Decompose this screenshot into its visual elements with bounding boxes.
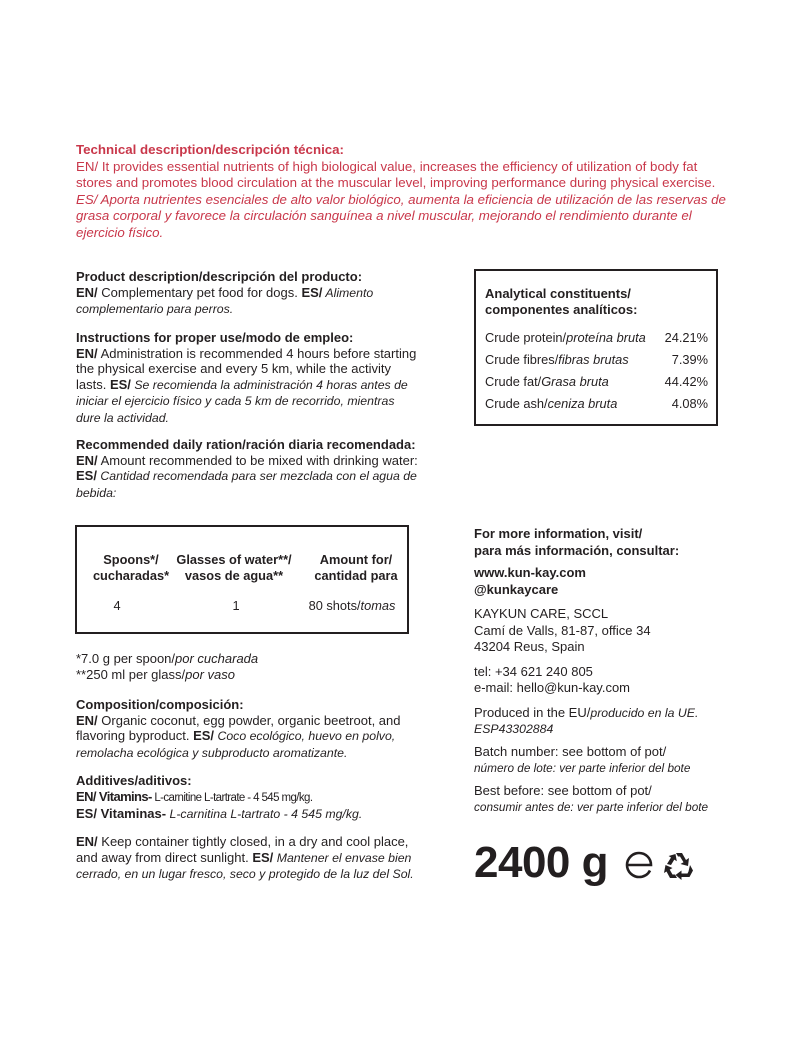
glasses-header-en: Glasses of water**/ [176, 552, 292, 567]
constituent-value: 7.39% [671, 352, 708, 367]
produced-en: Produced in the EU/ [474, 704, 591, 720]
es-tag: ES/ [252, 849, 274, 865]
net-weight: 2400 g [474, 838, 608, 887]
best-before: Best before: see bottom of pot/ [474, 782, 652, 798]
constituent-es: proteína bruta [566, 330, 646, 345]
amount-en: 80 shots/ [308, 598, 361, 613]
composition-en: Organic coconut, egg powder, organic beetroot, and flavoring byproduct. [76, 712, 401, 743]
analytical-title-en: Analytical constituents/ [485, 286, 631, 301]
technical-heading: Technical description/descripción técnica: [76, 142, 344, 157]
en-tag: EN/ Vitamins- [76, 788, 152, 804]
composition-text [76, 713, 421, 762]
additives-en: L-carnitine L-tartrate - 4 545 mg/kg. [151, 791, 313, 804]
recycle-icon [663, 850, 695, 882]
storage-en: Keep container tightly closed, in a dry and cool place, and away from direct sunlight. [76, 834, 409, 865]
technical-text [76, 159, 726, 242]
ration-en: Amount recommended to be mixed with drinking water: [97, 452, 418, 468]
en-tag: EN/ [76, 452, 98, 468]
product-heading: Product description/descripción del producto: [76, 269, 363, 284]
ration-table [75, 525, 409, 634]
additives [76, 773, 421, 823]
es-tag: ES/ [109, 376, 131, 392]
spoons-header-es: cucharadas* [92, 567, 170, 583]
instructions-en: Administration is recommended 4 hours before starting the physical exercise and every 5 km, while the activity lasts. [76, 345, 417, 392]
analytical-row [485, 371, 708, 393]
produced-line [474, 705, 774, 722]
product-es: Alimento complementario para perros. [76, 285, 374, 316]
composition-es: Coco ecológico, huevo en polvo, remolacha ecológica y subproducto aromatizante. [76, 729, 396, 760]
additives-es-line [76, 806, 421, 823]
website-link[interactable]: www.kun-kay.com [474, 565, 586, 580]
storage-es: Mantener el envase bien cerrado, en un lugar fresco, seco y protegido de la luz del Sol. [76, 850, 414, 881]
instructions-heading: Instructions for proper use/modo de empleo: [76, 330, 354, 345]
technical-en: EN/ It provides essential nutrients of high biological value, increases the efficiency of utilization of body fat stores and promotes blood circulation at the muscular level, improving performance during physical exercise. [76, 158, 716, 190]
company-name: KAYKUN CARE, SCCL [474, 606, 609, 621]
additives-en-line [76, 789, 421, 807]
constituent-es: ceniza bruta [547, 396, 618, 411]
constituent-value: 4.08% [671, 396, 708, 411]
constituent-value: 24.21% [664, 330, 708, 345]
constituent-en: Crude fat/ [485, 374, 542, 389]
es-tag: ES/ [301, 284, 323, 300]
telephone: tel: +34 621 240 805 [474, 663, 593, 679]
es-tag: ES/ [193, 728, 215, 743]
constituent-en: Crude ash/ [485, 396, 548, 411]
en-tag: EN/ [76, 834, 98, 849]
en-tag: EN/ [76, 345, 98, 361]
constituent-name [485, 393, 617, 415]
storage-text [76, 834, 421, 883]
best-before-es: consumir antes de: ver parte inferior del bote [474, 800, 709, 814]
daily-ration [76, 437, 421, 501]
spoons-header-en: Spoons*/ [103, 552, 159, 567]
analytical-row [485, 327, 708, 349]
constituent-value: 44.42% [664, 374, 708, 389]
constituent-name [485, 371, 609, 393]
product-text [76, 285, 421, 318]
contact-heading-en: For more information, visit/ [474, 526, 643, 541]
glasses-value: 1 [232, 598, 240, 613]
address-line-2: 43204 Reus, Spain [474, 639, 585, 654]
analytical-title [485, 286, 708, 318]
registration-number: ESP43302884 [474, 722, 554, 736]
composition [76, 697, 421, 761]
spoons-header [81, 552, 181, 583]
glasses-header-es: vasos de agua** [184, 567, 284, 583]
address-line-1: Camí de Valls, 81-87, office 34 [474, 622, 651, 638]
technical-description [76, 142, 726, 241]
amount-header [301, 552, 411, 583]
amount-es: tomas [360, 598, 396, 613]
constituent-es: fibras brutas [558, 352, 629, 367]
batch-number: Batch number: see bottom of pot/ [474, 743, 667, 759]
footnote-glass-es: por vaso [185, 666, 235, 682]
instructions-es: Se recomienda la administración 4 horas antes de iniciar el ejercicio físico y cada 5 km de recorrido, mientras dure la actividad. [76, 377, 408, 425]
en-tag: EN/ [76, 284, 98, 300]
footnote-glass-en: **250 ml per glass/ [76, 666, 186, 682]
additives-es: L-carnitina L-tartrato - 4 545 mg/kg. [166, 807, 363, 821]
instructions-text [76, 346, 421, 427]
footnote-spoon [76, 651, 421, 667]
ration-heading: Recommended daily ration/ración diaria recomendada: [76, 437, 416, 452]
analytical-constituents [474, 269, 718, 426]
en-tag: EN/ [76, 712, 98, 728]
es-tag: ES/ [76, 468, 97, 483]
amount-header-en: Amount for/ [319, 552, 393, 567]
contact-heading-es: para más información, consultar: [474, 542, 680, 558]
estimated-sign-icon [622, 850, 656, 880]
contact-info [474, 526, 774, 816]
constituent-name [485, 327, 646, 349]
composition-heading: Composition/composición: [76, 697, 244, 712]
es-tag: ES/ Vitaminas- [76, 806, 167, 821]
analytical-title-es: componentes analíticos: [485, 302, 638, 317]
footnote-spoon-es: por cucharada [175, 651, 259, 666]
amount-value [289, 598, 415, 613]
analytical-row [485, 349, 708, 371]
constituent-en: Crude fibres/ [485, 352, 559, 367]
storage [76, 834, 421, 883]
ration-es: Cantidad recomendada para ser mezclada con el agua de bebida: [76, 469, 417, 500]
batch-number-es: número de lote: ver parte inferior del bote [474, 761, 691, 775]
email: e-mail: hello@kun-kay.com [474, 680, 631, 695]
product-description [76, 269, 421, 318]
constituent-es: Grasa bruta [541, 374, 609, 389]
constituent-en: Crude protein/ [485, 330, 567, 345]
spoons-value: 4 [113, 598, 121, 613]
technical-es: ES/ Aporta nutrientes esenciales de alto valor biológico, aumenta la eficiencia de utilización de las reservas de grasa corporal y favorece la circulación sanguínea a nivel muscular, mejorando el rendimiento durante el ejercicio físico. [76, 191, 726, 240]
product-en: Complementary pet food for dogs. [97, 284, 302, 300]
additives-heading: Additives/aditivos: [76, 773, 192, 788]
constituent-name [485, 349, 629, 371]
footnotes [76, 651, 421, 682]
instructions [76, 330, 421, 426]
ration-text [76, 453, 421, 502]
social-handle[interactable]: @kunkaycare [474, 581, 559, 597]
footnote-glass [76, 667, 421, 683]
analytical-row [485, 393, 708, 415]
footnote-spoon-en: *7.0 g per spoon/ [76, 651, 176, 666]
glasses-header [169, 552, 299, 583]
amount-header-es: cantidad para [314, 567, 398, 583]
produced-es: producido en la UE. [590, 705, 699, 720]
